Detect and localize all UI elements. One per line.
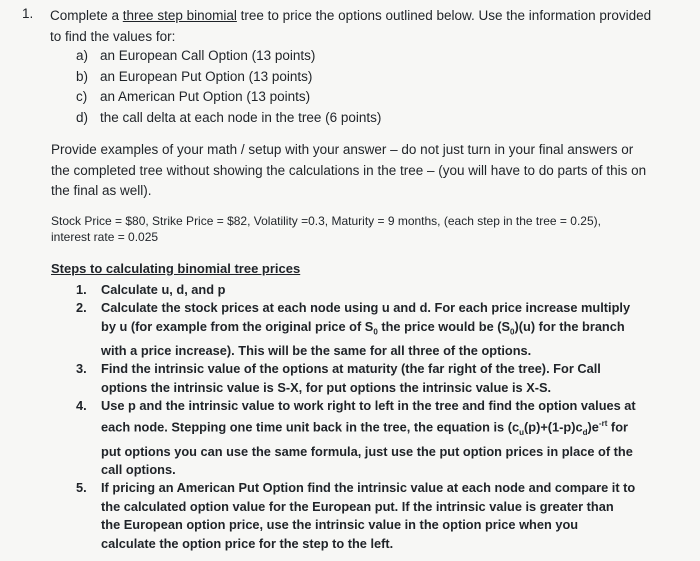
steps-heading: Steps to calculating binomial tree prices bbox=[51, 261, 301, 276]
list-item bbox=[76, 46, 381, 67]
step-number: 3. bbox=[76, 361, 87, 377]
superscript: -rt bbox=[598, 419, 608, 429]
intro-underlined-term: three step binomial bbox=[122, 8, 237, 23]
step-text: Calculate u, d, and p bbox=[101, 282, 226, 297]
list-item-text: an European Call Option (13 points) bbox=[100, 48, 316, 63]
step-text-part: Use p and the intrinsic value to work right to left in the tree and find the option values at each node. Stepping one time unit back in the tree, the equation is (c bbox=[101, 397, 636, 435]
subscript: u bbox=[519, 428, 524, 438]
question-number: 1. bbox=[22, 6, 34, 21]
step-item bbox=[76, 360, 636, 397]
step-text: Find the intrinsic value of the options at maturity (the far right of the tree). For Call options the intrinsic value is S-X, for put options the intrinsic value is X-S. bbox=[101, 361, 601, 395]
step-text bbox=[101, 397, 636, 479]
list-item-text: an American Put Option (13 points) bbox=[100, 89, 311, 105]
subscript: 0 bbox=[510, 327, 515, 337]
parameters bbox=[51, 213, 671, 245]
list-item-label: b) bbox=[76, 68, 89, 84]
parameters-line-1: Stock Price = $80, Strike Price = $82, Volatility =0.3, Maturity = 9 months, (each step in the tree = 0.25), bbox=[51, 214, 601, 228]
steps-list bbox=[76, 281, 636, 553]
subscript: 0 bbox=[373, 327, 378, 337]
step-item bbox=[76, 299, 636, 360]
instructions-paragraph: Provide examples of your math / setup with your answer – do not just turn in your final answers or the completed tree without showing the calculations in the tree – (you will have to do parts of this on the final as well). bbox=[51, 142, 647, 198]
step-item bbox=[76, 397, 636, 479]
list-item-label: d) bbox=[76, 110, 89, 126]
step-item bbox=[76, 281, 636, 299]
list-item-text: the call delta at each node in the tree (6 points) bbox=[100, 110, 382, 126]
step-number: 1. bbox=[76, 282, 87, 297]
step-text-part: )(u) for the branch with a price increase). This will be the same for all three of the options. bbox=[101, 318, 625, 358]
step-text-part: for put options you can use the same formula, just use the put option prices in place of the call options. bbox=[101, 419, 633, 478]
parameters-line-2: interest rate = 0.025 bbox=[51, 230, 159, 244]
list-item-text: an European Put Option (13 points) bbox=[100, 68, 313, 84]
list-item bbox=[76, 108, 381, 129]
list-item bbox=[76, 87, 381, 108]
step-item bbox=[76, 479, 636, 553]
list-item-label: c) bbox=[76, 89, 88, 105]
step-text-part: Calculate the stock prices at each node using u and d. For each price increase multiply by u (for example from the original price of S bbox=[101, 300, 631, 334]
step-text-part: the price would be (S bbox=[377, 318, 511, 334]
intro-text-end: tree to price the options outlined below. Use the information provided to find the values for: bbox=[50, 8, 652, 44]
step-text bbox=[101, 299, 636, 360]
step-number: 5. bbox=[76, 480, 87, 496]
option-list bbox=[76, 46, 381, 129]
step-text-part: )e bbox=[587, 419, 599, 435]
subscript: d bbox=[582, 428, 588, 438]
step-text: If pricing an American Put Option find the intrinsic value at each node and compare it to the calculated option value for the European put. If the intrinsic value is greater than the European option price, use the intrinsic value in the option price when you calculate the option price for the step to the left. bbox=[101, 480, 636, 551]
list-item bbox=[76, 67, 381, 88]
step-text-part: (p)+(1-p)c bbox=[523, 419, 583, 435]
question-intro bbox=[50, 6, 660, 47]
list-item-label: a) bbox=[76, 48, 89, 63]
step-number: 4. bbox=[76, 397, 87, 413]
intro-text-start: Complete a bbox=[50, 8, 123, 23]
step-number: 2. bbox=[76, 300, 87, 316]
